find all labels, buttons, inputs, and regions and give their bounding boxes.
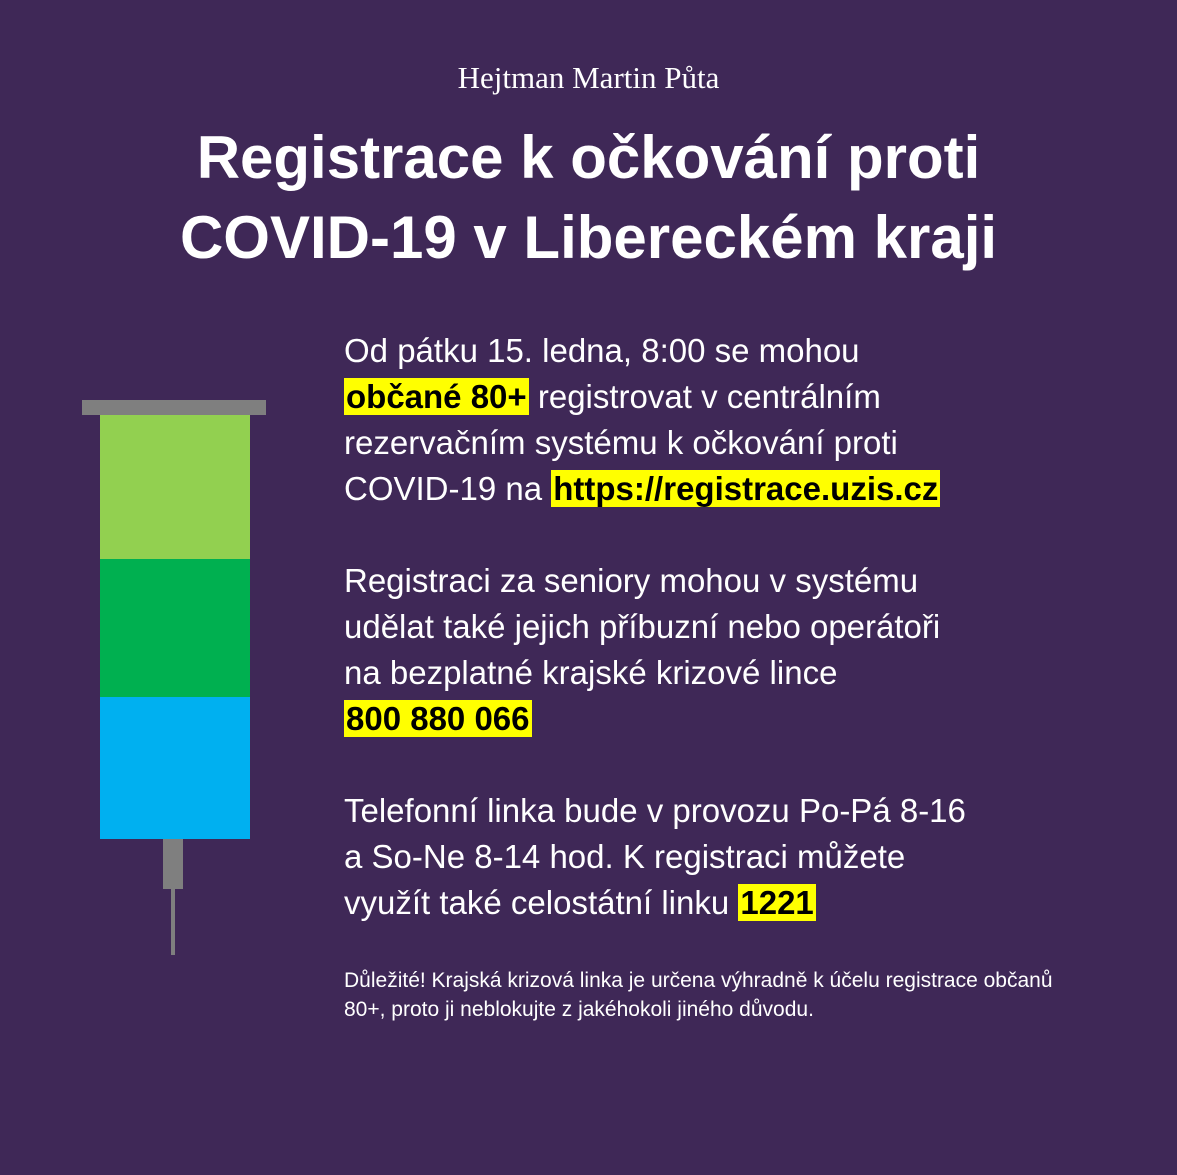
syringe-segment-light-green	[100, 415, 250, 559]
seniors-paragraph	[344, 558, 1144, 742]
paragraph1-line4: COVID-19 na	[344, 470, 552, 507]
paragraph3-line1: Telefonní linka bude v provozu Po-Pá 8-16	[344, 792, 966, 829]
syringe-needle	[171, 889, 175, 955]
author-line: Hejtman Martin Půta	[457, 60, 720, 95]
syringe-icon	[82, 400, 266, 960]
important-note: Důležité! Krajská krizová linka je určena výhradně k účelu registrace občanů 80+, proto ji neblokujte z jakéhokoli jiného důvodu.	[344, 969, 1053, 1021]
syringe-segment-blue	[100, 697, 250, 839]
hours-paragraph	[344, 788, 1144, 926]
paragraph3-line3: využít také celostátní linku	[344, 884, 739, 921]
syringe-hub	[163, 839, 183, 889]
highlight-citizens-80plus: občané 80+	[346, 378, 527, 415]
syringe-segment-green	[100, 559, 250, 697]
registration-url-link[interactable]: https://registrace.uzis.cz	[553, 470, 939, 507]
paragraph1-line2: registrovat v centrálním	[528, 378, 881, 415]
paragraph2-line1: Registraci za seniory mohou v systému	[344, 562, 919, 599]
main-content	[344, 328, 1144, 1024]
regional-hotline-number: 800 880 066	[346, 700, 530, 737]
paragraph1-line3: rezervačním systému k očkování proti	[344, 424, 898, 461]
national-line-number: 1221	[740, 884, 814, 921]
title-line-2: COVID-19 v Libereckém kraji	[179, 204, 998, 271]
paragraph2-line3: na bezplatné krajské krizové lince	[344, 654, 838, 691]
page-title	[0, 118, 1177, 278]
paragraph2-line2: udělat také jejich příbuzní nebo operátoři	[344, 608, 941, 645]
paragraph3-line2: a So-Ne 8-14 hod. K registraci můžete	[344, 838, 906, 875]
syringe-plunger-cap	[82, 400, 266, 415]
title-line-1: Registrace k očkování proti	[196, 124, 981, 191]
paragraph1-line1: Od pátku 15. ledna, 8:00 se mohou	[344, 332, 860, 369]
registration-paragraph	[344, 328, 1144, 512]
